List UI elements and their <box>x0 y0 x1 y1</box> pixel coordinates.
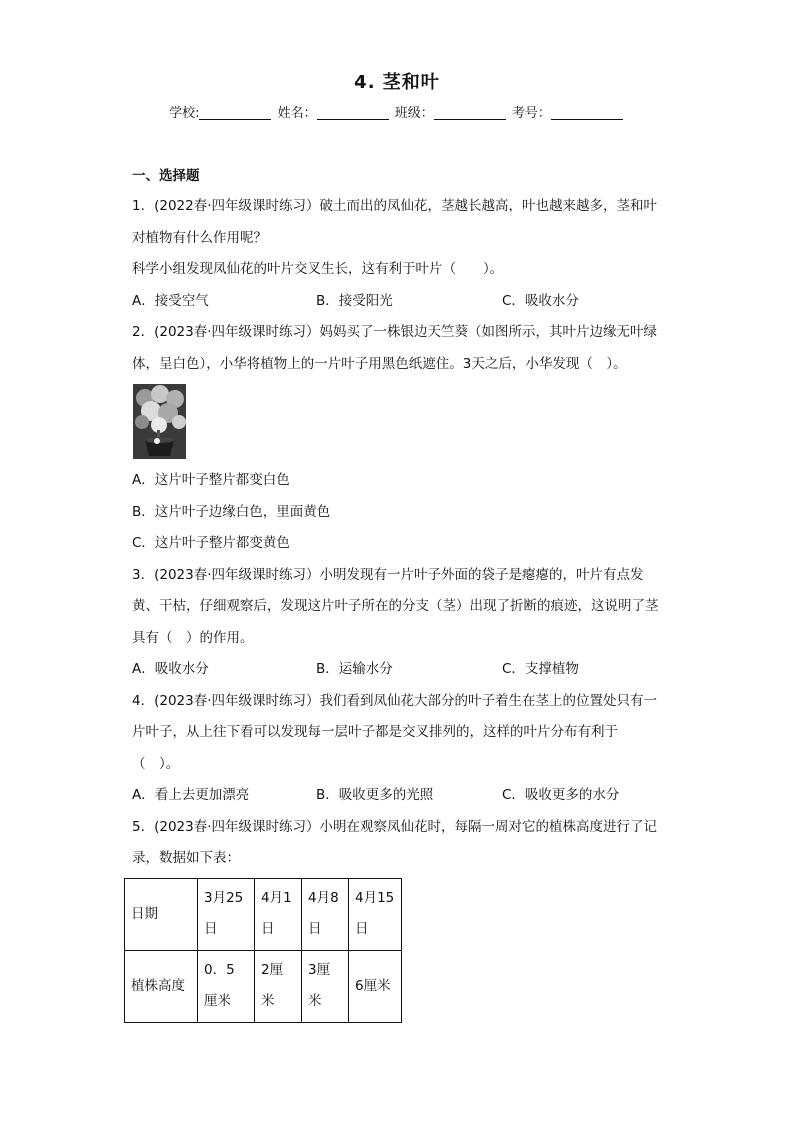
geranium-photo <box>133 384 186 459</box>
table-cell: 3月25日 <box>198 878 255 950</box>
section-title: 一、选择题 <box>132 168 200 184</box>
table-cell: 植株高度 <box>125 950 198 1022</box>
question-3-stem: 3．(2023春·四年级课时练习）小明发现有一片叶子外面的袋子是瘪瘪的，叶片有点发黄、干枯，仔细观察后，发现这片叶子所在的分支（茎）出现了折断的痕迹，这说明了茎具有（ ）的作用。 <box>132 566 659 646</box>
school-label: 学校: <box>169 106 200 121</box>
name-blank[interactable] <box>317 105 389 120</box>
question-1-options <box>132 286 662 318</box>
question-content <box>132 164 662 1023</box>
plant-height-table <box>124 878 402 1023</box>
question-1-stem-2: 科学小组发现凤仙花的叶片交叉生长，这有利于叶片（ ）。 <box>132 261 504 277</box>
name-label: 姓名： <box>277 106 317 121</box>
school-blank[interactable] <box>199 105 271 120</box>
option-b[interactable]: B．吸收更多的光照 <box>316 787 434 803</box>
table-cell: 4月1日 <box>255 878 302 950</box>
question-2-option-b[interactable]: B．这片叶子边缘白色，里面黄色 <box>132 503 331 520</box>
exam-number-blank[interactable] <box>551 105 623 120</box>
option-c[interactable]: C．支撑植物 <box>502 661 579 677</box>
class-label: 班级： <box>394 106 434 121</box>
question-2-option-c[interactable]: C．这片叶子整片都变黄色 <box>132 535 290 551</box>
question-3-options <box>132 654 662 686</box>
question-5-stem: 5．(2023春·四年级课时练习）小明在观察凤仙花时，每隔一周对它的植株高度进行了记录，数据如下表： <box>132 818 658 866</box>
table-row <box>125 950 402 1022</box>
question-1-stem: 1．(2022春·四年级课时练习）破土而出的凤仙花，茎越长越高，叶也越来越多，茎和叶对植物有什么作用呢？ <box>132 198 658 246</box>
table-cell: 4月15日 <box>349 878 402 950</box>
table-row <box>125 878 402 950</box>
student-info-line <box>0 102 794 121</box>
question-2-option-a[interactable]: A．这片叶子整片都变白色 <box>132 472 290 488</box>
table-cell: 日期 <box>125 878 198 950</box>
option-a[interactable]: A．接受空气 <box>132 292 209 309</box>
table-cell: 2厘米 <box>255 950 302 1022</box>
class-blank[interactable] <box>434 105 506 120</box>
exam-number-label: 考号： <box>511 106 551 121</box>
table-cell: 0．5厘米 <box>198 950 255 1022</box>
question-4-options <box>132 780 662 812</box>
geranium-photo-icon <box>133 384 186 459</box>
option-b[interactable]: B．接受阳光 <box>316 292 393 309</box>
option-c[interactable]: C．吸收水分 <box>502 292 579 309</box>
option-a[interactable]: A．吸收水分 <box>132 661 209 677</box>
option-c[interactable]: C．吸收更多的水分 <box>502 787 620 803</box>
table-cell: 4月8日 <box>302 878 349 950</box>
table-cell: 6厘米 <box>349 950 402 1022</box>
table-cell: 3厘米 <box>302 950 349 1022</box>
option-b[interactable]: B．运输水分 <box>316 661 393 677</box>
question-2-stem: 2．(2023春·四年级课时练习）妈妈买了一株银边天竺葵（如图所示，其叶片边缘无叶绿体，呈白色），小华将植物上的一片叶子用黑色纸遮住。3天之后，小华发现（ ）。 <box>132 324 658 372</box>
option-a[interactable]: A．看上去更加漂亮 <box>132 787 250 803</box>
page-title: 4. 茎和叶 <box>354 72 440 93</box>
question-4-stem: 4．(2023春·四年级课时练习）我们看到凤仙花大部分的叶子着生在茎上的位置处只有一片叶子，从上往下看可以发现每一层叶子都是交叉排列的，这样的叶片分布有利于（ ）。 <box>132 692 658 772</box>
